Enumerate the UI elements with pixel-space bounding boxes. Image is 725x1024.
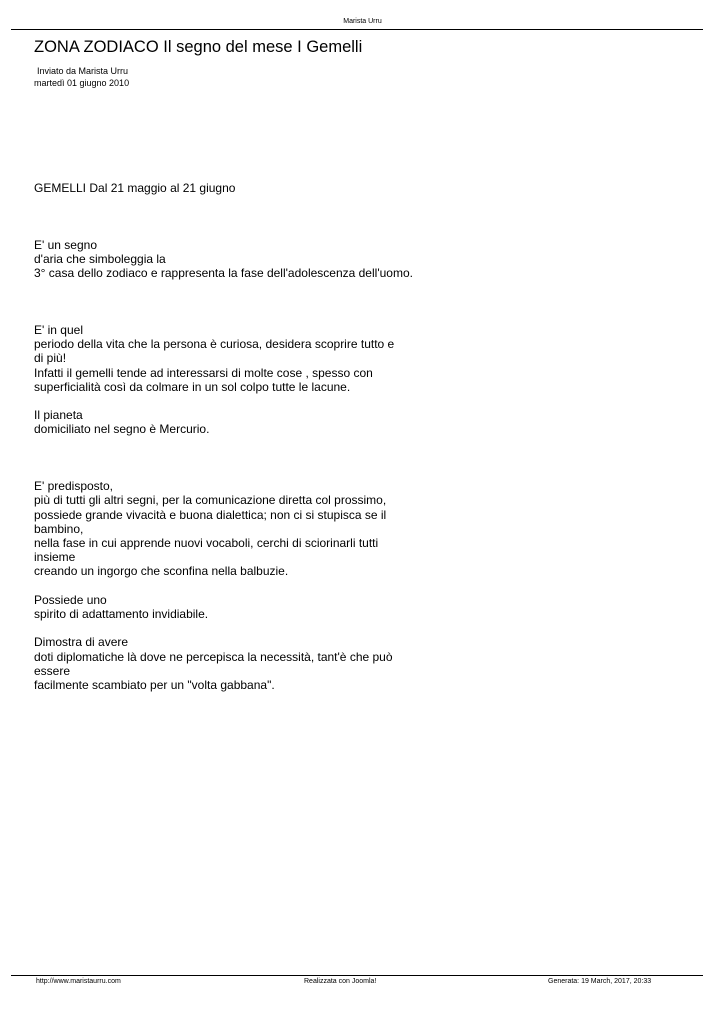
body-line: bambino, (34, 521, 84, 536)
body-line: d'aria che simboleggia la (34, 252, 166, 266)
footer-cms: Realizzata con Joomla! (304, 978, 377, 985)
body-line: spirito di adattamento invidiabile. (34, 607, 209, 622)
body-line: nella fase in cui apprende nuovi vocaboli, cerchi di sciorinarli tutti (34, 536, 379, 551)
bottom-divider (11, 975, 703, 976)
body-line: E' in quel (34, 323, 83, 337)
body-line: GEMELLI Dal 21 maggio al 21 giugno (34, 181, 236, 195)
publish-date: martedì 01 giugno 2010 (34, 77, 130, 88)
author-line: Inviato da Marista Urru (37, 66, 129, 76)
body-line: 3° casa dello zodiaco e rappresenta la fase dell'adolescenza dell'uomo. (34, 266, 413, 281)
body-line: superficialità così da colmare in un sol colpo tutte le lacune. (34, 379, 351, 394)
body-line: Infatti il gemelli tende ad interessarsi di molte cose , spesso con (34, 365, 373, 380)
body-line: domiciliato nel segno è Mercurio. (34, 422, 210, 437)
body-line: essere (34, 663, 71, 678)
top-divider (11, 29, 703, 30)
body-line: Possiede uno (34, 592, 107, 607)
body-line: possiede grande vivacità e buona dialettica; non ci si stupisca se il (34, 507, 387, 522)
body-line: creando un ingorgo che sconfina nella balbuzie. (34, 564, 289, 579)
article-meta (34, 66, 129, 89)
body-line: insieme (34, 550, 76, 565)
footer-generated: Generata: 19 March, 2017, 20:33 (548, 978, 652, 985)
footer-url: http://www.maristaurru.com (36, 978, 121, 985)
body-line: E' un segno (34, 237, 98, 252)
body-line: periodo della vita che la persona è curiosa, desidera scoprire tutto e (34, 337, 395, 352)
body-line: doti diplomatiche là dove ne percepisca la necessità, tant'è che può (34, 649, 393, 664)
body-line: Il pianeta (34, 408, 83, 423)
body-line: più di tutti gli altri segni, per la comunicazione diretta col prossimo, (34, 493, 387, 508)
site-header: Marista Urru (343, 18, 382, 25)
body-line: E' predisposto, (34, 479, 114, 494)
body-line: Dimostra di avere (34, 635, 129, 650)
article-title: ZONA ZODIACO Il segno del mese I Gemelli (34, 38, 363, 56)
article-body (34, 181, 413, 693)
body-line: facilmente scambiato per un "volta gabbana". (34, 678, 275, 693)
body-line: di più! (34, 351, 67, 366)
